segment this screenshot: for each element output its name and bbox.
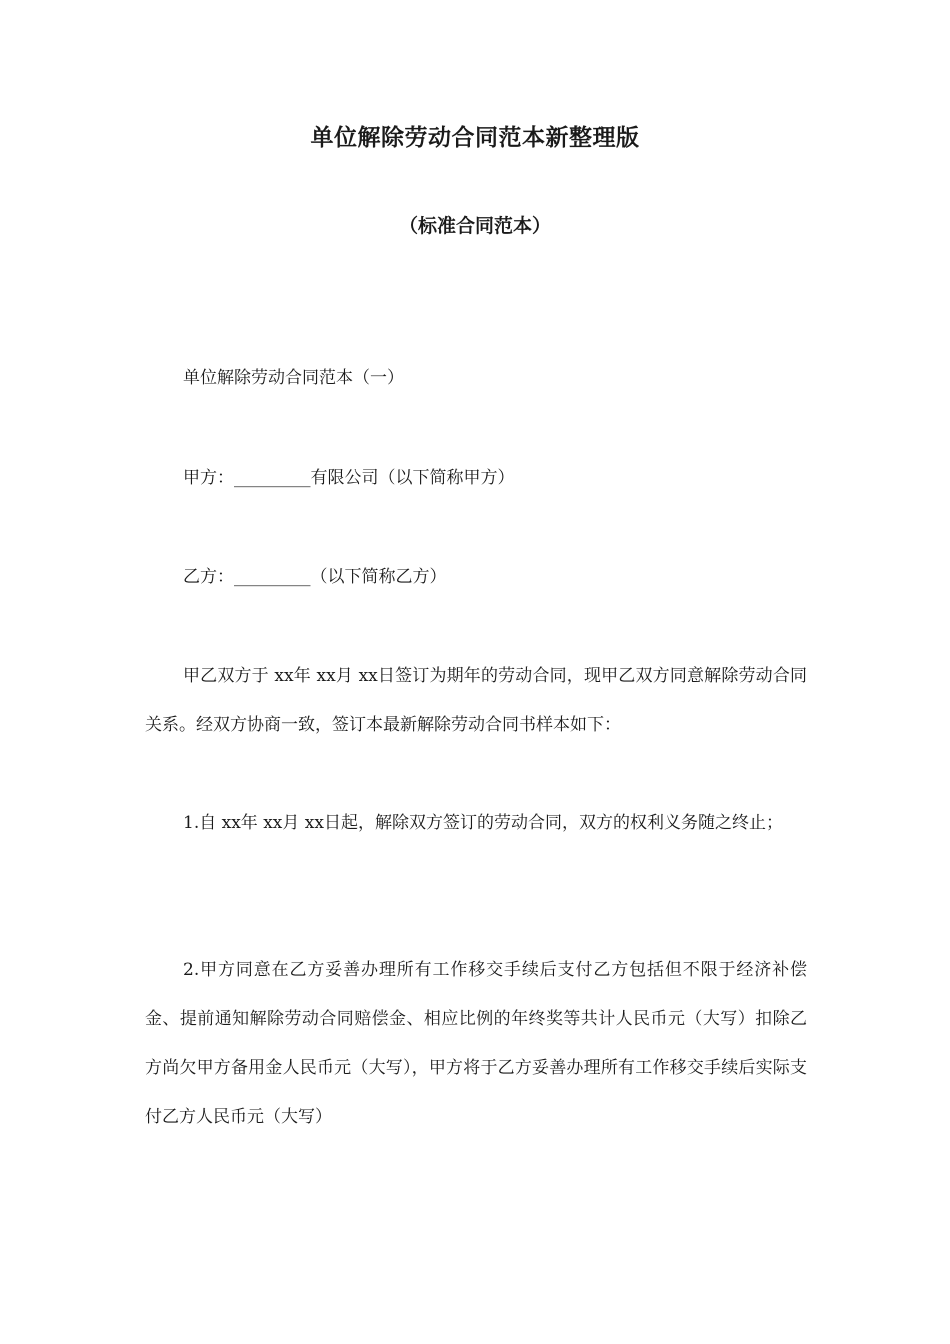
document-subtitle: （标准合同范本）	[398, 215, 551, 237]
paragraph-intro: 甲乙双方于 xx年 xx月 xx日签订为期年的劳动合同，现甲乙双方同意解除劳动合同关系。经双方协商一致，签订本最新解除劳动合同书样本如下：	[145, 666, 807, 735]
paragraph-clause-1: 1.自 xx年 xx月 xx日起，解除双方签订的劳动合同，双方的权利义务随之终止；	[183, 813, 783, 833]
paragraph-party-a: 甲方：_________有限公司（以下简称甲方）	[183, 468, 515, 488]
paragraph-contract-heading: 单位解除劳动合同范本（一）	[183, 368, 404, 388]
paragraph-clause-2: 2.甲方同意在乙方妥善办理所有工作移交手续后支付乙方包括但不限于经济补偿金、提前通知解除劳动合同赔偿金、相应比例的年终奖等共计人民币元（大写）扣除乙方尚欠甲方备用金人民币元（大写），甲方将于乙方妥善办理所有工作移交手续后实际支付乙方人民币元（大写）	[145, 960, 807, 1127]
paragraph-party-b: 乙方：_________（以下简称乙方）	[183, 567, 447, 587]
document-title: 单位解除劳动合同范本新整理版	[310, 125, 640, 151]
